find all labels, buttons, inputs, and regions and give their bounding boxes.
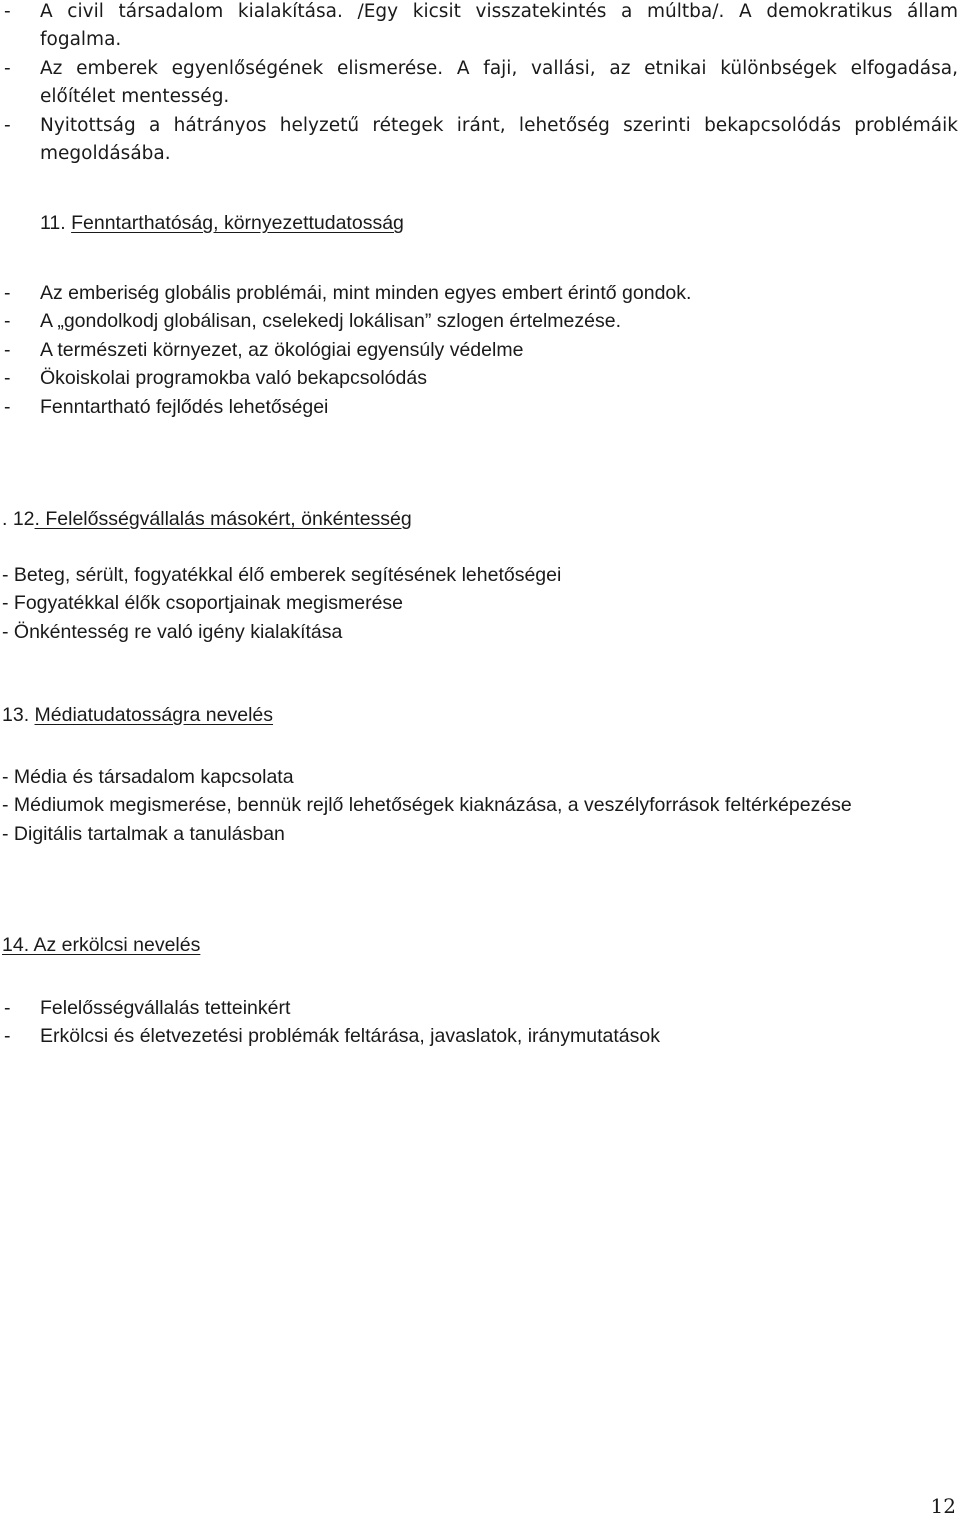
section-title: . Felelősségvállalás másokért, önkéntesség [34, 508, 412, 530]
list-dash: - [4, 367, 11, 389]
page-number: 12 [930, 1494, 956, 1518]
section-heading [2, 704, 273, 727]
list-dash: - [4, 58, 11, 79]
list-dash: - [4, 1025, 11, 1047]
list-item-text-line1: A civil társadalom kialakítása. /Egy kicsit visszatekintés a múltba/. A demokratikus állam [40, 1, 958, 22]
list-item: - Média és társadalom kapcsolata [2, 766, 294, 788]
section-number: 13. [2, 704, 30, 726]
list-item-text: Erkölcsi és életvezetési problémák feltárása, javaslatok, iránymutatások [40, 1025, 660, 1047]
list-dash: - [4, 997, 11, 1019]
list-item-text: Fenntartható fejlődés lehetőségei [40, 396, 329, 418]
section-heading: 14. Az erkölcsi nevelés [2, 934, 201, 956]
list-item-text: Az emberiség globális problémái, mint minden egyes embert érintő gondok. [40, 282, 692, 304]
list-item-text-line2: előítélet mentesség. [40, 86, 230, 107]
list-item-text: Ökoiskolai programokba való bekapcsolódás [40, 367, 427, 389]
list-item-text-line2: fogalma. [40, 29, 122, 50]
section-heading [2, 508, 412, 531]
list-item-text: A természeti környezet, az ökológiai egyensúly védelme [40, 339, 524, 361]
section-title: Fenntarthatóság, környezettudatosság [71, 212, 404, 234]
list-item: - Fogyatékkal élők csoportjainak megismerése [2, 592, 404, 614]
list-item: - Digitális tartalmak a tanulásban [2, 823, 285, 845]
list-dash: - [4, 282, 11, 304]
list-dash: - [4, 396, 11, 418]
list-item: - Médiumok megismerése, bennük rejlő lehetőségek kiaknázása, a veszélyforrások feltérképezése [2, 794, 852, 816]
list-dash: - [4, 339, 11, 361]
list-dash: - [4, 115, 11, 136]
list-item: - Beteg, sérült, fogyatékkal élő emberek segítésének lehetőségei [2, 564, 562, 586]
list-item-text: Felelősségvállalás tetteinkért [40, 997, 291, 1019]
list-item-text-line2: megoldásába. [40, 143, 171, 164]
list-item: - Önkéntesség re való igény kialakítása [2, 621, 343, 643]
list-item-text-line1: Nyitottság a hátrányos helyzetű rétegek iránt, lehetőség szerinti bekapcsolódás problémáik [40, 115, 958, 136]
list-dash: - [4, 310, 11, 332]
section-heading [40, 212, 404, 235]
section-number: 11. [40, 212, 66, 234]
section-title: Médiatudatosságra nevelés [34, 704, 274, 726]
section-number: . 12 [2, 508, 35, 530]
list-item-text: A „gondolkodj globálisan, cselekedj lokálisan” szlogen értelmezése. [40, 310, 622, 332]
list-item-text-line1: Az emberek egyenlőségének elismerése. A faji, vallási, az etnikai különbségek elfogadása, [40, 58, 958, 79]
list-dash: - [4, 1, 11, 22]
